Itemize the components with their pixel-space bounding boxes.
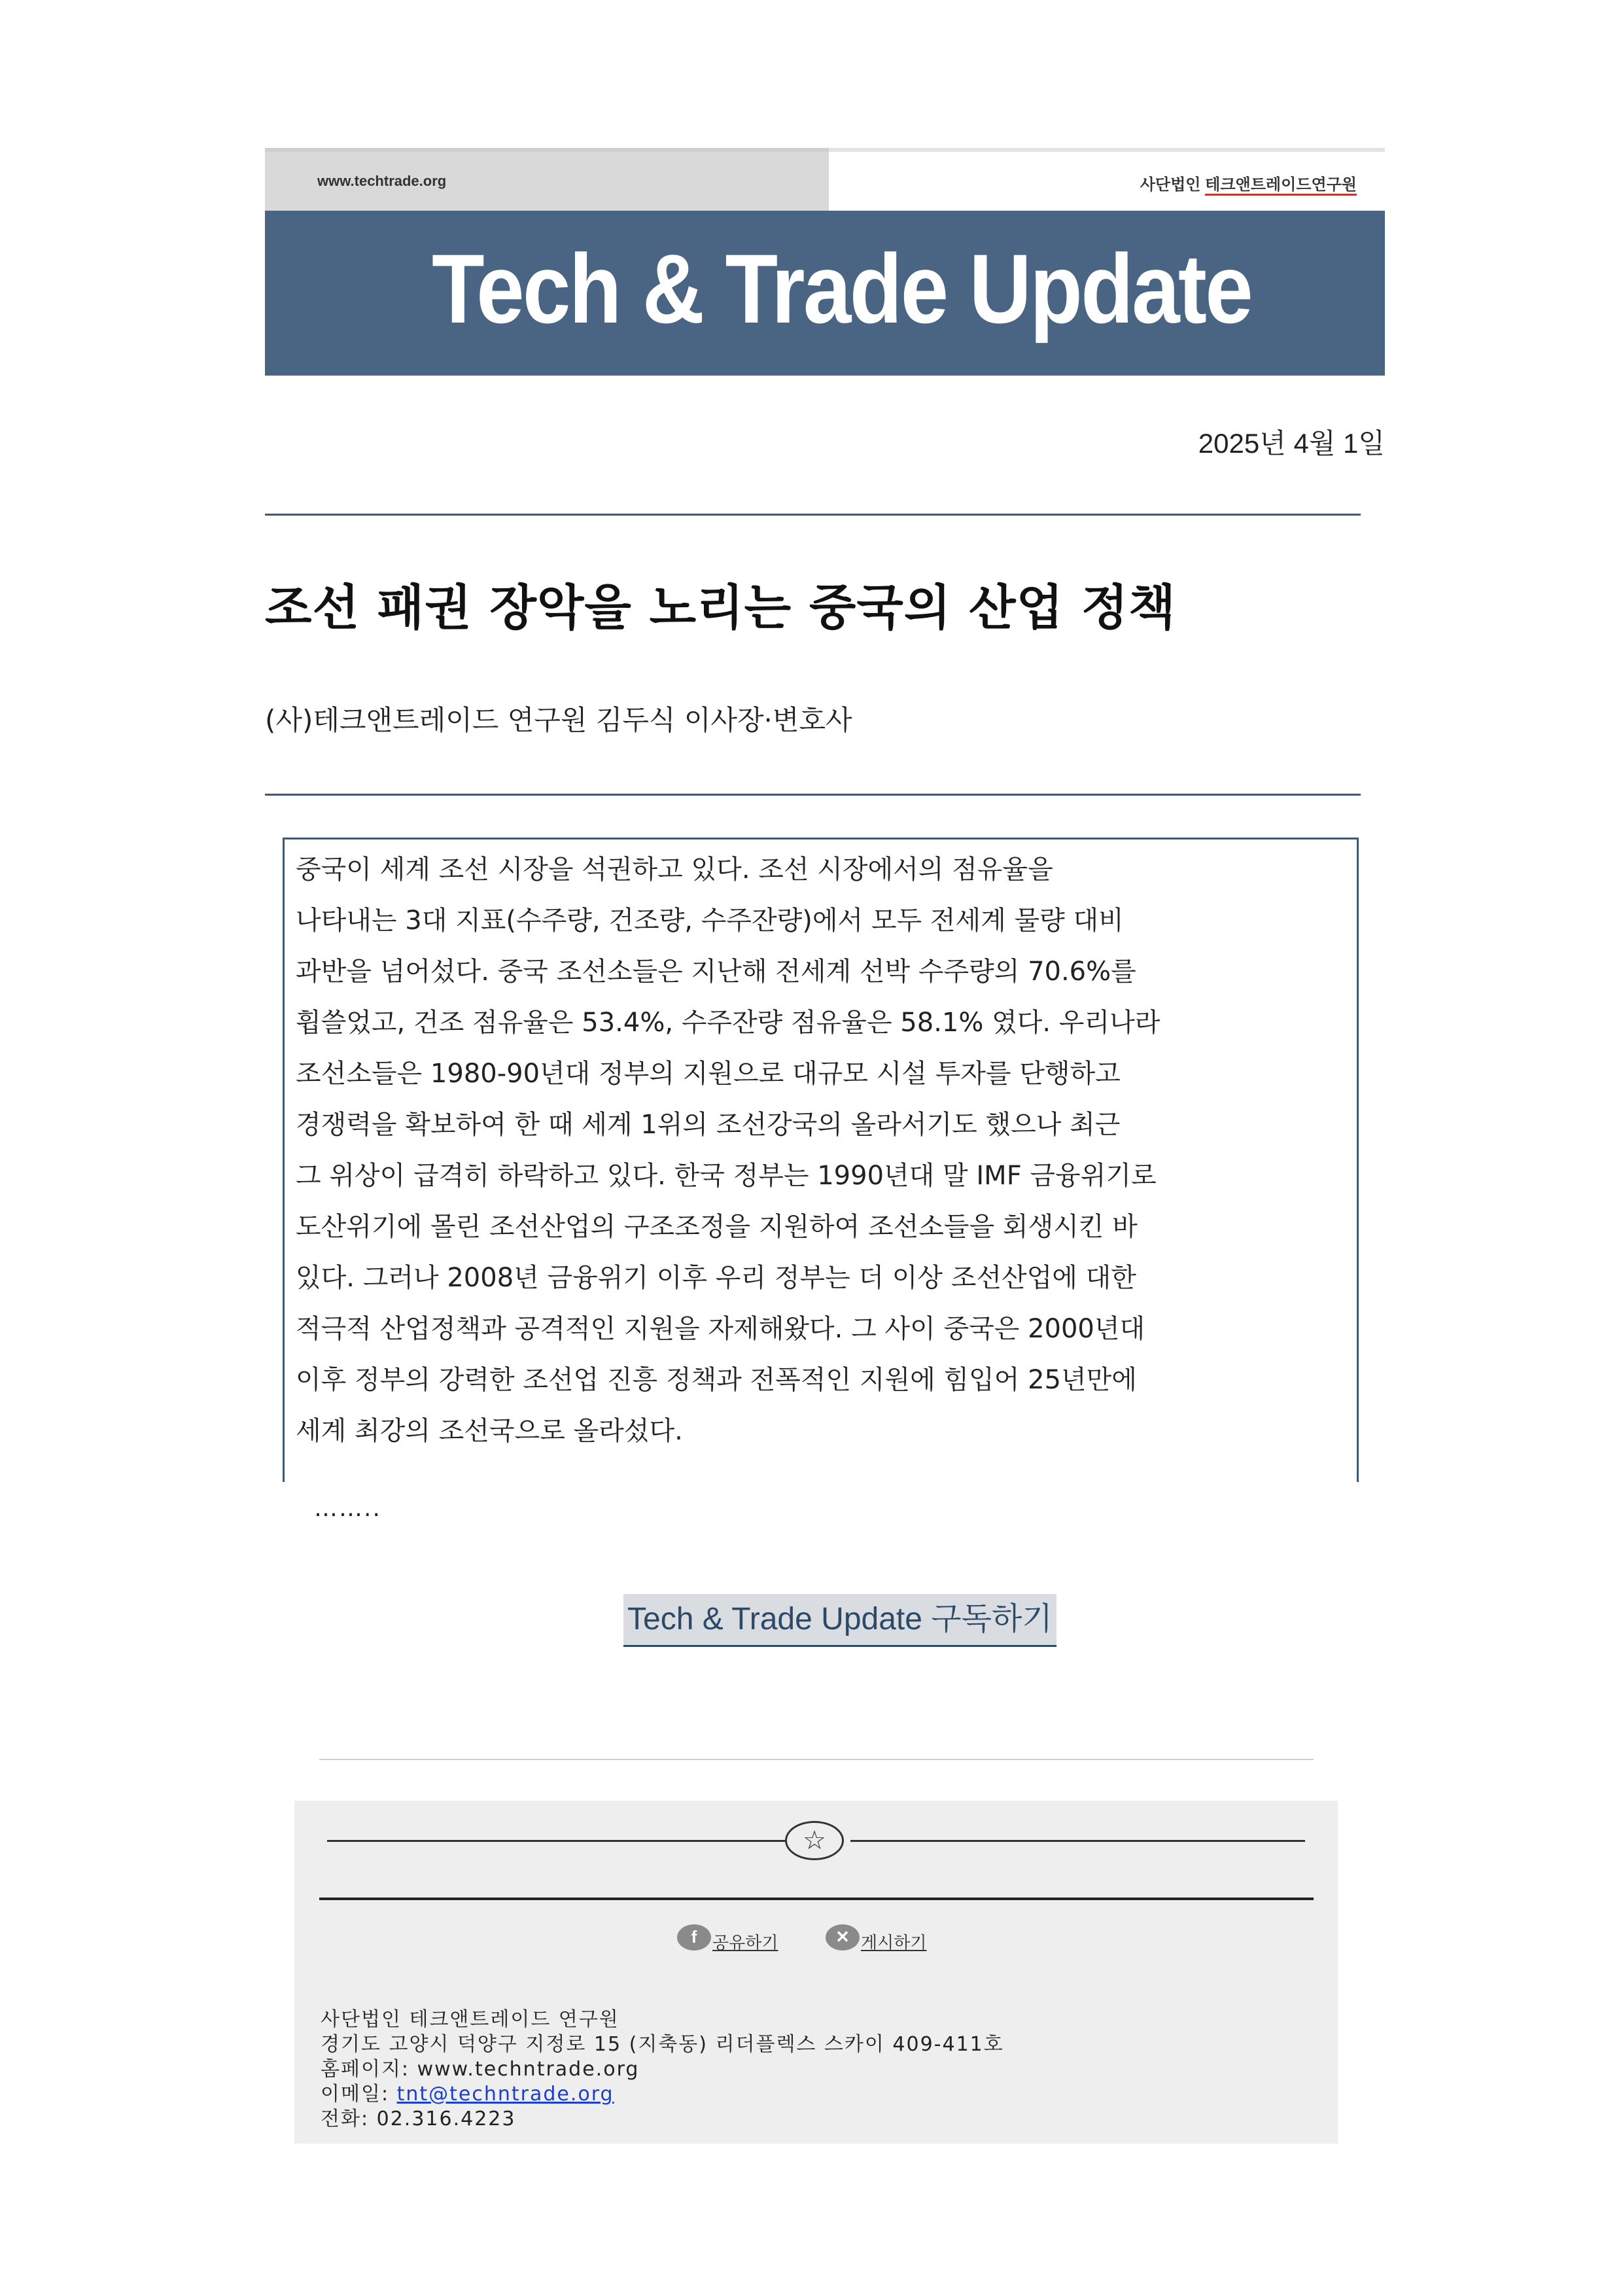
star-icon: ☆ (785, 1821, 844, 1860)
summary-text (296, 844, 1349, 1457)
org-name: 테크앤트레이드연구원 (1205, 176, 1357, 196)
footer-email-label: 이메일: (321, 2083, 397, 2106)
divider-top (265, 514, 1361, 516)
facebook-share-label: 공유하기 (712, 1934, 778, 1953)
summary-line: 있다. 그러나 2008년 금융위기 이후 우리 정부는 더 이상 조선산업에 대한 (296, 1263, 1136, 1293)
summary-line: 세계 최강의 조선국으로 올라섰다. (296, 1416, 683, 1446)
subscribe-link[interactable]: Tech & Trade Update 구독하기 (623, 1594, 1056, 1647)
footer-email-link[interactable]: tnt@techntrade.org (396, 2083, 614, 2106)
footer-address: 경기도 고양시 덕양구 지정로 15 (지축동) 리더플렉스 스카이 409-411호 (321, 2033, 1004, 2056)
summary-line: 그 위상이 급격히 하락하고 있다. 한국 정부는 1990년대 말 IMF 금융위기로 (296, 1161, 1157, 1191)
x-share-label: 게시하기 (861, 1934, 927, 1953)
footer-divider (319, 1759, 1314, 1760)
footer-rule (319, 1898, 1314, 1900)
footer-contact (321, 2007, 1004, 2132)
article-byline: (사)테크앤트레이드 연구원 김두식 이사장·변호사 (265, 704, 852, 736)
footer-email-line (321, 2082, 1004, 2107)
summary-line: 조선소들은 1980-90년대 정부의 지원으로 대규모 시설 투자를 단행하고 (296, 1059, 1121, 1089)
summary-line: 적극적 산업정책과 공격적인 지원을 자제해왔다. 그 사이 중국은 2000년대 (296, 1314, 1145, 1344)
issue-date: 2025년 4월 1일 (1198, 428, 1385, 459)
summary-line: 휩쓸었고, 건조 점유율은 53.4%, 수주잔량 점유율은 58.1% 였다. 우리나라 (296, 1008, 1161, 1038)
summary-line: 도산위기에 몰린 조선산업의 구조조정을 지원하여 조선소들을 회생시킨 바 (296, 1212, 1138, 1242)
x-share-button[interactable] (826, 1920, 926, 1954)
org-label (1140, 171, 1357, 194)
summary-line: 과반을 넘어섰다. 중국 조선소들은 지난해 전세계 선박 수주량의 70.6%를 (296, 957, 1136, 987)
site-url-link[interactable]: www.techtrade.org (317, 173, 447, 189)
summary-line: 나타내는 3대 지표(수주량, 건조량, 수주잔량)에서 모두 전세계 물량 대비 (296, 906, 1124, 936)
summary-line: 경쟁력을 확보하여 한 때 세계 1위의 조선강국의 올라서기도 했으나 최근 (296, 1110, 1121, 1140)
summary-line: 중국이 세계 조선 시장을 석권하고 있다. 조선 시장에서의 점유율을 (296, 855, 1053, 885)
summary-line: 이후 정부의 강력한 조선업 진흥 정책과 전폭적인 지원에 힘입어 25년만에 (296, 1365, 1137, 1395)
facebook-share-button[interactable] (677, 1920, 778, 1954)
x-icon: ✕ (826, 1924, 860, 1951)
footer-phone: 전화: 02.316.4223 (321, 2108, 516, 2130)
footer-org: 사단법인 테크앤트레이드 연구원 (321, 2008, 620, 2031)
org-prefix: 사단법인 (1140, 176, 1206, 194)
article-title: 조선 패권 장악을 노리는 중국의 산업 정책 (265, 580, 1176, 636)
banner-title: Tech & Trade Update (432, 234, 1252, 344)
footer-homepage: 홈페이지: www.techntrade.org (321, 2058, 640, 2081)
footer-ornament-line-left (327, 1840, 785, 1842)
continuation-ellipsis: …….. (314, 1495, 381, 1522)
divider-bottom (265, 794, 1361, 796)
facebook-icon: f (677, 1924, 711, 1951)
footer-ornament-line-right (850, 1840, 1305, 1842)
